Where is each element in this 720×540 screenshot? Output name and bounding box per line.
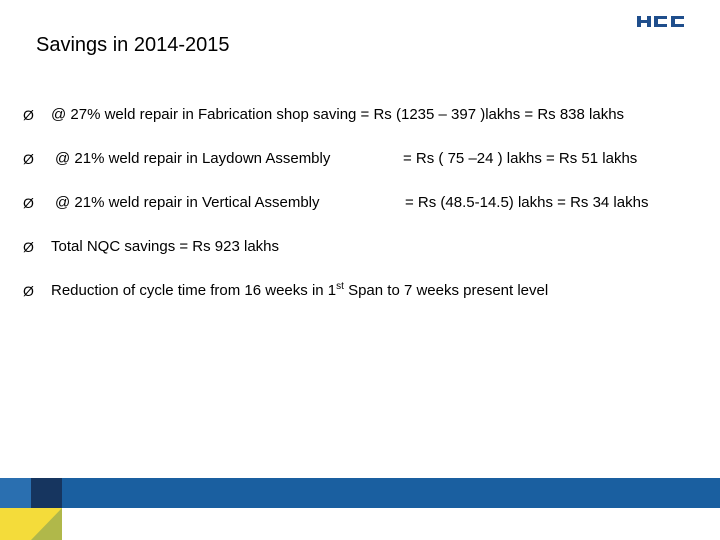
bullet-text: Total NQC savings = Rs 923 lakhs — [51, 238, 280, 255]
slide-title: Savings in 2014-2015 — [36, 34, 230, 56]
bullet-text: @ 21% weld repair in Vertical Assembly — [55, 194, 320, 211]
arrow-bullet-icon: Ø — [23, 107, 34, 123]
bullet-text: Reduction of cycle time from 16 weeks in 1st Span to 7 weeks present level — [51, 281, 549, 299]
hcc-logo — [636, 13, 686, 29]
footer-band — [0, 478, 720, 540]
bullet-text: @ 27% weld repair in Fabrication shop saving = Rs (1235 – 397 )lakhs = Rs 838 lakhs — [51, 106, 625, 123]
arrow-bullet-icon: Ø — [23, 283, 34, 299]
bullet-result: = Rs ( 75 –24 ) lakhs = Rs 51 lakhs — [403, 150, 638, 167]
arrow-bullet-icon: Ø — [23, 239, 34, 255]
arrow-bullet-icon: Ø — [23, 151, 34, 167]
bullet-text: @ 21% weld repair in Laydown Assembly — [55, 150, 331, 167]
bullet-result: = Rs (48.5-14.5) lakhs = Rs 34 lakhs — [405, 194, 649, 211]
arrow-bullet-icon: Ø — [23, 195, 34, 211]
